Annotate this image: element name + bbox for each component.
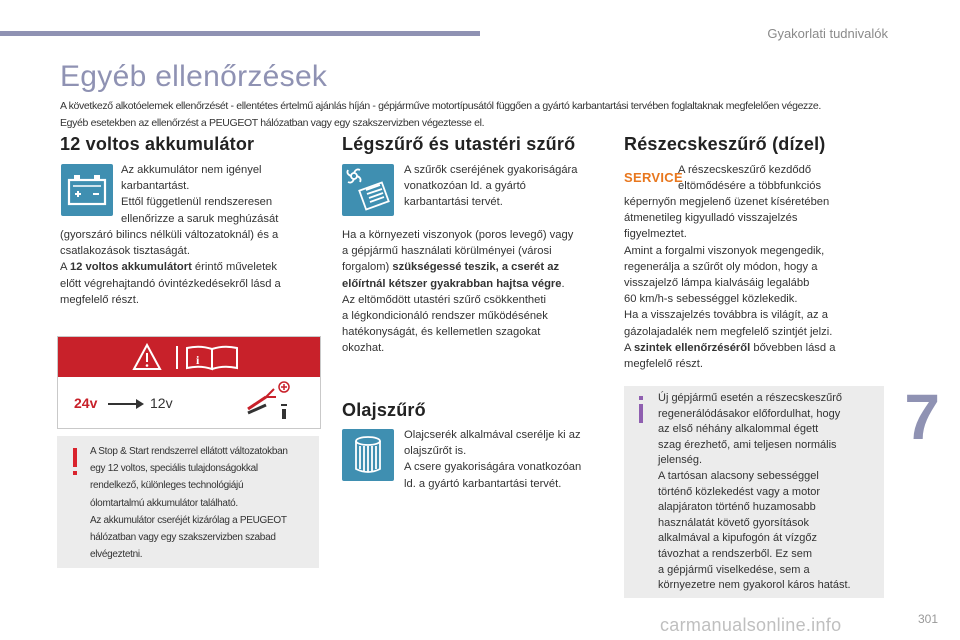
info-icon — [636, 396, 646, 424]
text-line: megfelelő részt. — [624, 358, 703, 371]
airfilter-body — [342, 227, 612, 357]
text-line: egy 12 voltos, speciális tulajdonságokkal — [90, 463, 258, 475]
text-line: A részecskeszűrő kezdődő — [678, 164, 812, 176]
text-line: távozhat a rendszerből. Ez sem — [658, 547, 813, 560]
text-line: a gépjármű használati körülményei (városi — [342, 245, 552, 258]
text-line: regenerálódásakor előfordulhat, hogy — [658, 407, 841, 420]
text-line: ld. a gyártó karbantartási tervét. — [404, 477, 562, 490]
text-line: karbantartást. — [121, 180, 190, 193]
battery-warning-figure — [57, 336, 321, 429]
warning-text — [90, 443, 316, 563]
text-line: Az akkumulátor nem igényel — [121, 164, 262, 176]
text-line: regenerálja a szűrőt oly módon, hogy a — [624, 260, 818, 273]
air-filter-icon — [342, 164, 394, 216]
battery-warning-box — [57, 436, 319, 568]
text-line: Ha a visszajelzés továbbra is világít, az a — [624, 309, 828, 322]
text-line — [342, 276, 612, 292]
text-line: karbantartási tervét. — [404, 196, 503, 209]
text-line: gázolajadalék nem megfelelő szintjét jelzi. — [624, 325, 833, 338]
text-line: alkalmával a kipufogón át vízgőz — [658, 532, 817, 545]
text-line: figyelmeztet. — [624, 228, 687, 241]
text-line — [60, 259, 320, 275]
figure-red-band — [58, 337, 320, 377]
label-12v: 12v — [150, 395, 173, 411]
text-bold: szükségessé teszik, a cserét az — [392, 261, 560, 274]
text-line — [342, 259, 612, 275]
text-span: bővebben lásd a — [750, 341, 836, 354]
text-line: rendelkező, különleges technológiájú — [90, 480, 244, 492]
particle-intro — [678, 162, 878, 194]
battery-intro — [121, 162, 311, 227]
text-line: az első néhány alkalommal égett — [658, 423, 819, 436]
text-line: A tartósan alacsony sebességgel — [658, 469, 819, 482]
text-line: átmenetileg kigyulladó visszajelzés — [624, 212, 798, 225]
text-line: képernyőn megjelenő üzenet kíséretében — [624, 196, 830, 208]
oilfilter-heading: Olajszűrő — [342, 400, 426, 420]
text-line: (gyorszáró bilincs nélküli változatoknál) és a — [60, 229, 279, 241]
text-bold: előírtnál kétszer gyakrabban hajtsa végre — [342, 277, 562, 290]
intro-line: A következő alkotóelemek ellenőrzését - ellentétes értelmű ajánlás híján - gépjárműve motortípusától függően a gyártó karbantartási tervében foglaltaknak megfelelően végezze. — [60, 100, 821, 112]
text-line — [624, 340, 884, 356]
text-line: megfelelő részt. — [60, 293, 139, 306]
airfilter-heading: Légszűrő és utastéri szűrő — [342, 134, 576, 154]
battery-heading: 12 voltos akkumulátor — [60, 134, 255, 154]
text-line: csatlakozások tisztaságát. — [60, 245, 190, 258]
text-line: elvégeztetni. — [90, 549, 143, 561]
page-title: Egyéb ellenőrzések — [60, 60, 328, 93]
text-line: olajszűrőt is. — [404, 445, 467, 458]
text-line: Ha a környezeti viszonyok (poros levegő) vagy — [342, 229, 574, 241]
exclamation-icon — [70, 448, 80, 476]
text-line: Új gépjármű esetén a részecskeszűrő — [658, 392, 843, 404]
text-line: a légkondicionáló rendszer működésének — [342, 310, 548, 323]
info-text — [658, 391, 882, 594]
text-line: ólomtartalmú akkumulátor található. — [90, 497, 238, 509]
intro-line: Egyéb esetekben az ellenőrzést a PEUGEOT hálózatban vagy egy szakszervizben végeztesse el. — [60, 117, 485, 129]
text-line: Az eltömődött utastéri szűrő csökkentheti — [342, 293, 546, 306]
text-span: forgalom) — [342, 261, 393, 274]
battery-body — [60, 227, 320, 308]
text-line: okozhat. — [342, 342, 385, 355]
battery-icon — [61, 164, 113, 216]
text-line: vonatkozóan ld. a gyártó — [404, 180, 526, 193]
text-line: hatékonyságát, és kellemetlen szagokat — [342, 326, 541, 339]
svg-text:i: i — [196, 353, 200, 367]
text-line: alapjáraton történő huzamosabb — [658, 501, 816, 514]
section-label: Gyakorlati tudnivalók — [767, 26, 888, 41]
text-line: Olajcserék alkalmával cserélje ki az — [404, 429, 581, 441]
text-line: környezetre nem gyakorol káros hatást. — [658, 579, 851, 592]
text-line: szag érezhető, ami teljesen normális — [658, 438, 837, 451]
warning-book-icon — [132, 342, 252, 372]
header-bar — [0, 31, 480, 36]
text-line: Ettől függetlenül rendszeresen — [121, 196, 273, 209]
arrow-icon — [108, 397, 144, 411]
text-line: A csere gyakoriságára vonatkozóan — [404, 461, 582, 474]
service-warning-icon: SERVICE — [624, 170, 683, 185]
oilfilter-text — [404, 427, 614, 492]
text-bold: szintek ellenőrzéséről — [633, 341, 751, 354]
text-line: A szűrők cseréjének gyakoriságára — [404, 164, 578, 176]
text-line: a gépjármű viselkedése, sem a — [658, 563, 810, 576]
jumper-cable-icon — [244, 379, 296, 423]
text-span: érintő műveletek — [191, 261, 278, 274]
page-number: 301 — [917, 612, 938, 626]
text-line: visszajelző lámpa kialvásáig legalább — [624, 277, 810, 290]
text-line: történő közlekedést vagy a motor — [658, 485, 821, 498]
text-line: Az akkumulátor cseréjét kizárólag a PEUGEOT — [90, 514, 287, 526]
text-line: ellenőrizze a saruk meghúzását — [121, 212, 279, 225]
text-span: A — [624, 341, 634, 354]
text-line: hálózatban vagy egy szakszervizben szabad — [90, 532, 276, 544]
airfilter-intro — [404, 162, 614, 211]
text-line: eltömődésére a többfunkciós — [678, 180, 822, 193]
watermark: carmanualsonline.info — [660, 615, 842, 635]
text-line: jelenség. — [658, 454, 703, 467]
label-24v: 24v — [74, 395, 98, 411]
page-intro — [60, 98, 900, 132]
particle-body — [624, 194, 884, 372]
text-line: Amint a forgalmi viszonyok megengedik, — [624, 244, 825, 257]
text-line: 60 km/h-s sebességgel közlekedik. — [624, 293, 798, 306]
text-line: előtt végrehajtandó óvintézkedésekről lásd a — [60, 277, 281, 290]
particle-info-box — [624, 386, 884, 598]
text-span: . — [561, 277, 565, 290]
text-line: A Stop & Start rendszerrel ellátott változatokban — [90, 446, 288, 457]
text-bold: 12 voltos akkumulátort — [69, 261, 192, 274]
oil-filter-icon — [342, 429, 394, 481]
particle-heading: Részecskeszűrő (dízel) — [624, 134, 826, 154]
text-span: A — [60, 261, 70, 274]
text-line: használatát követő gyorsítások — [658, 516, 810, 529]
chapter-number: 7 — [904, 381, 940, 453]
